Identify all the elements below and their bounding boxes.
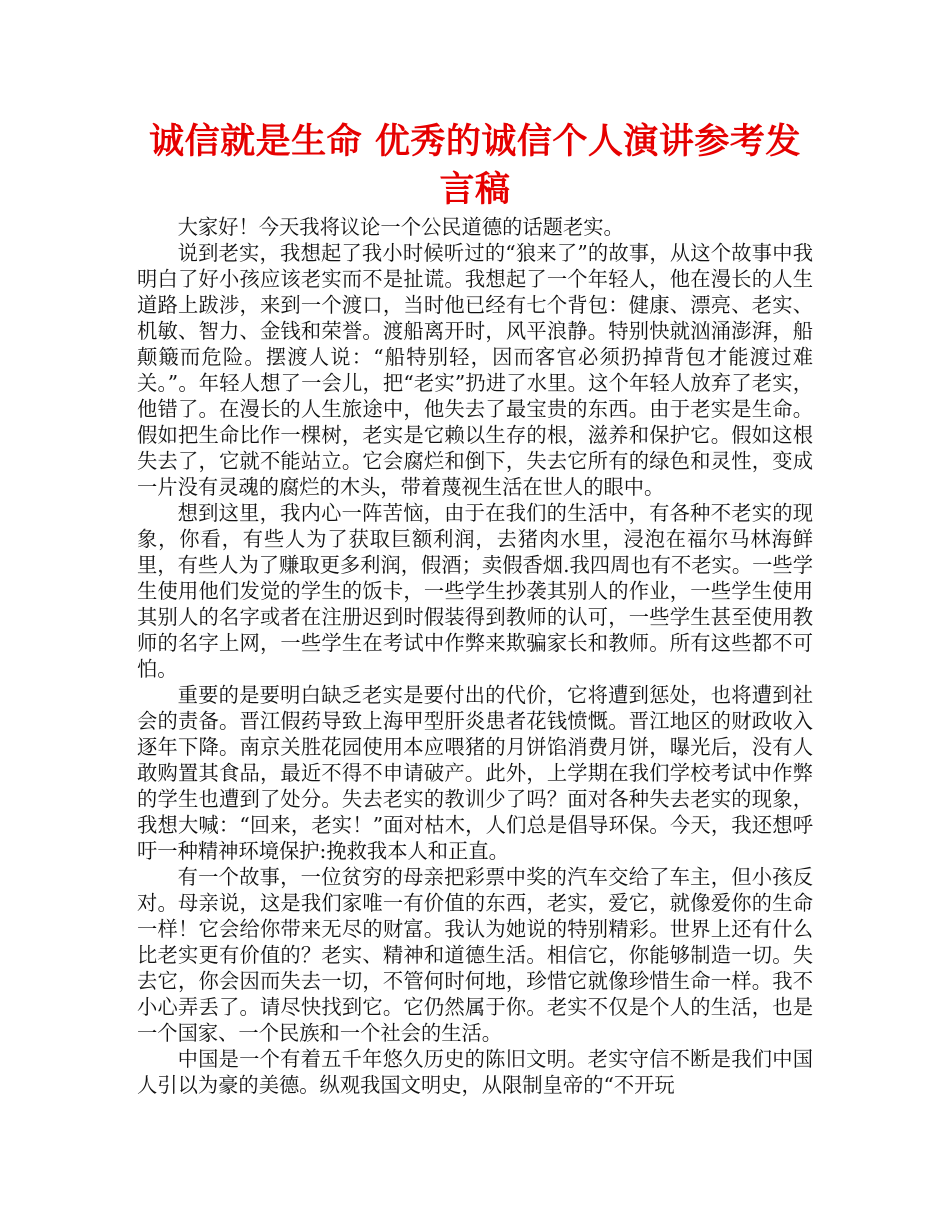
paragraph-story-wolf: 说到老实，我想起了我小时候听过的“狼来了”的故事，从这个故事中我明白了好小孩应该老实而不是扯谎。我想起了一个年轻人，他在漫长的人生道路上跋涉，来到一个渡口，当时他已经有七个背包：健康、漂亮、老实、机敏、智力、金钱和荣誉。渡船离开时，风平浪静。特别快就汹涌澎湃，船颠簸而危险。摆渡人说：“船特别轻，因而客官必须扔掉背包才能渡过难关。”。年轻人想了一会儿，把“老实”扔进了水里。这个年轻人放弃了老实，他错了。在漫长的人生旅途中，他失去了最宝贵的东西。由于老实是生命。假如把生命比作一棵树，老实是它赖以生存的根，滋养和保护它。假如这根失去了，它就不能站立。它会腐烂和倒下，失去它所有的绿色和灵性，变成一片没有灵魂的腐烂的木头，带着蔑视生活在世人的眼中。 (137, 241, 813, 499)
document-title: 诚信就是生命 优秀的诚信个人演讲参考发言稿 (149, 122, 801, 210)
paragraph-dishonest-phenomena: 想到这里，我内心一阵苦恼，由于在我们的生活中，有各种不老实的现象，你看，有些人为了获取巨额利润，去猪肉水里，浸泡在福尔马林海鲜里，有些人为了赚取更多利润，假酒；卖假香烟.我四周也有不老实。一些学生使用他们发觉的学生的饭卡，一些学生抄袭其别人的作业，一些学生使用其别人的名字或者在注册迟到时假装得到教师的认可，一些学生甚至使用教师的名字上网，一些学生在考试中作弊来欺骗家长和教师。所有这些都不可怕。 (137, 501, 813, 681)
document-body (137, 214, 813, 1098)
document-page (137, 118, 813, 1098)
paragraph-mother-story: 有一个故事，一位贫穷的母亲把彩票中奖的汽车交给了车主，但小孩反对。母亲说，这是我们家唯一有价值的东西，老实，爱它，就像爱你的生命一样！它会给你带来无尽的财富。我认为她说的特别精彩。世界上还有什么比老实更有价值的？老实、精神和道德生活。相信它，你能够制造一切。失去它，你会因而失去一切，不管何时何地，珍惜它就像珍惜生命一样。我不小心弄丢了。请尽快找到它。它仍然属于你。老实不仅是个人的生活，也是一个国家、一个民族和一个社会的生活。 (137, 865, 813, 1045)
paragraph-greeting: 大家好！今天我将议论一个公民道德的话题老实。 (177, 215, 624, 239)
paragraph-cost-of-dishonesty: 重要的是要明白缺乏老实是要付出的代价，它将遭到惩处，也将遭到社会的责备。晋江假药导致上海甲型肝炎患者花钱愤慨。晋江地区的财政收入逐年下降。南京关胜花园使用本应喂猪的月饼馅消费月饼，曝光后，没有人敢购置其食品，最近不得不申请破产。此外，上学期在我们学校考试中作弊的学生也遭到了处分。失去老实的教训少了吗？面对各种失去老实的现象，我想大喊：“回来，老实！”面对枯木，人们总是倡导环保。今天，我还想呼吁一种精神环境保护:挽救我本人和正直。 (137, 683, 813, 863)
paragraph-china-history: 中国是一个有着五千年悠久历史的陈旧文明。老实守信不断是我们中国人引以为豪的美德。纵观我国文明史，从限制皇帝的“不开玩 (137, 1047, 813, 1097)
